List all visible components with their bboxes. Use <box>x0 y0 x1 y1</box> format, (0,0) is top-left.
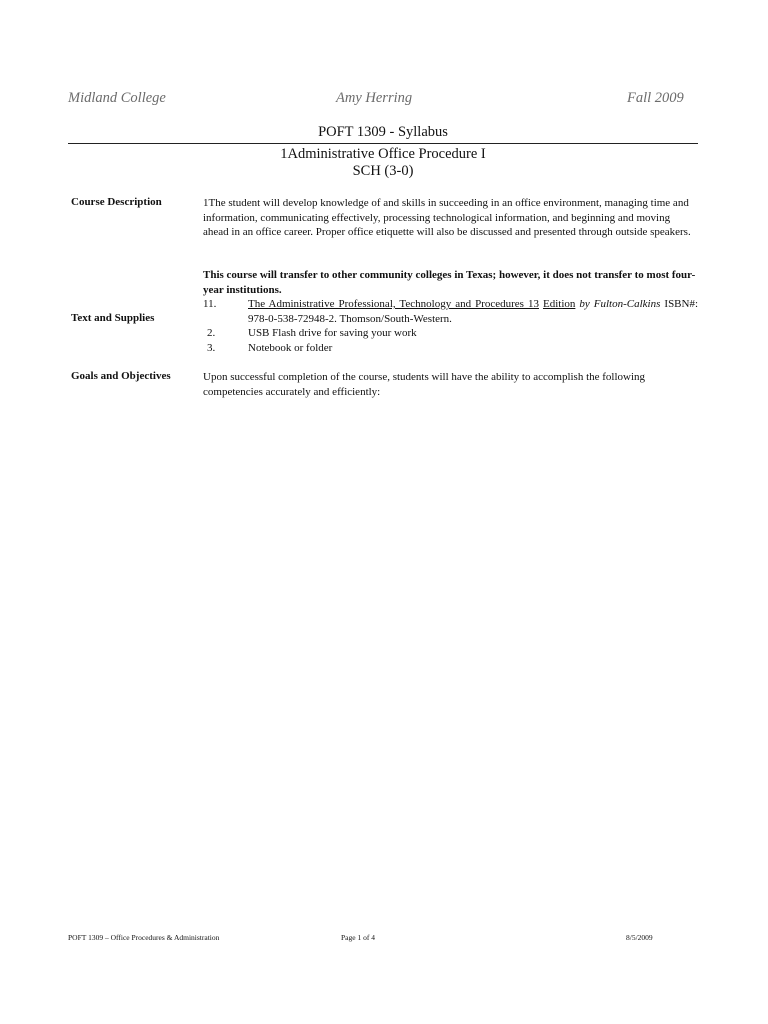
supply-item-number: 3. <box>207 342 216 354</box>
transfer-note: This course will transfer to other community colleges in Texas; however, it does not transfer to most four-year institutions. <box>203 269 696 296</box>
header-instructor: Amy Herring <box>336 90 413 106</box>
course-description-text: 1The student will develop knowledge of and skills in succeeding in an office environment, managing time and information, communicating effectively, processing technological information, and beginning and moving ahead in an office career. Proper office etiquette will also be discussed and presented through outside speakers. <box>203 197 691 238</box>
footer-date: 8/5/2009 <box>626 933 653 942</box>
supply-item-notebook: Notebook or folder <box>248 342 333 354</box>
supply-item-number: 2. <box>207 327 216 339</box>
text-and-supplies-label: Text and Supplies <box>71 312 155 324</box>
header-term: Fall 2009 <box>627 90 684 106</box>
textbook-author: by Fulton-Calkins <box>579 298 661 310</box>
course-name: 1Administrative Office Procedure I <box>280 146 486 162</box>
goals-and-objectives-label: Goals and Objectives <box>71 370 171 382</box>
title-divider <box>68 143 698 144</box>
header-college: Midland College <box>68 90 166 106</box>
course-credit-hours: SCH (3-0) <box>352 163 414 179</box>
textbook-isbn: ISBN#: 978-0-538-72948-2. Thomson/South-Western. <box>248 298 699 325</box>
goals-and-objectives-text: Upon successful completion of the course, students will have the ability to accomplish the following competencies accurately and efficiently: <box>203 371 646 398</box>
page-title: POFT 1309 - Syllabus <box>318 124 448 140</box>
supply-item-textbook <box>248 297 698 326</box>
course-description-label: Course Description <box>71 196 162 208</box>
footer-course: POFT 1309 – Office Procedures & Administration <box>68 933 220 942</box>
textbook-title: The Administrative Professional, Technology and Procedures 13 <box>248 298 539 310</box>
textbook-edition: Edition <box>542 298 576 310</box>
footer-page-number: Page 1 of 4 <box>341 933 375 942</box>
page-header <box>0 90 768 112</box>
supply-item-usb: USB Flash drive for saving your work <box>248 327 417 339</box>
supply-item-number: 11. <box>203 298 217 310</box>
